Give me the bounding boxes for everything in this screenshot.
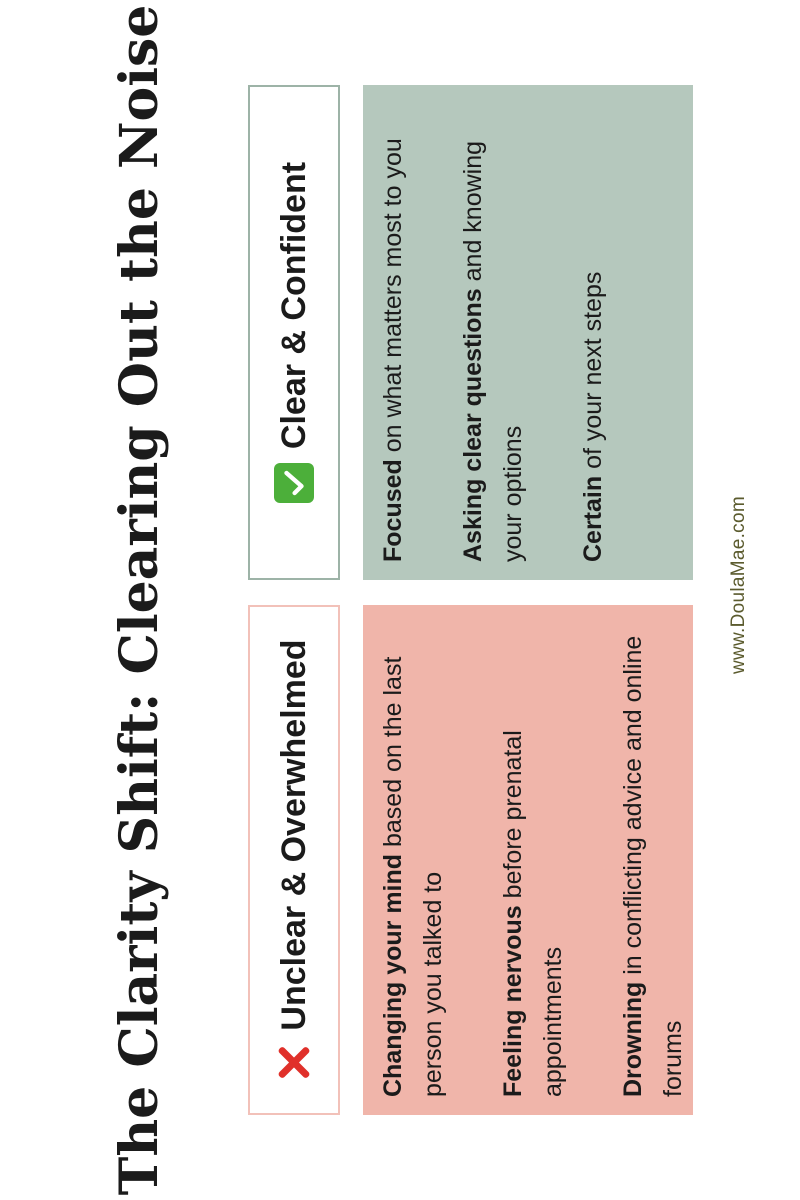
confident-list bbox=[363, 85, 693, 580]
list-item: Feeling nervous before prenatal appointments bbox=[499, 730, 567, 1097]
check-mark-icon bbox=[274, 463, 314, 503]
unclear-list bbox=[363, 605, 693, 1115]
confident-heading: Clear & Confident bbox=[274, 161, 313, 450]
list-item: Drowning in conflicting advice and online forums bbox=[619, 635, 687, 1097]
list-item: Focused on what matters most to you bbox=[379, 138, 407, 562]
unclear-heading-box bbox=[248, 605, 340, 1115]
list-item: Changing your mind based on the last person you talked to bbox=[379, 656, 447, 1097]
cross-mark-icon bbox=[276, 1045, 312, 1081]
confident-heading-box bbox=[248, 85, 340, 580]
list-item: Certain of your next steps bbox=[579, 271, 607, 562]
website-link[interactable]: www.DoulaMae.com bbox=[728, 496, 749, 674]
page-title: The Clarity Shift: Clearing Out the Noise bbox=[109, 4, 170, 1196]
list-item: Asking clear questions and knowing your options bbox=[459, 140, 527, 562]
unclear-heading: Unclear & Overwhelmed bbox=[274, 639, 313, 1031]
